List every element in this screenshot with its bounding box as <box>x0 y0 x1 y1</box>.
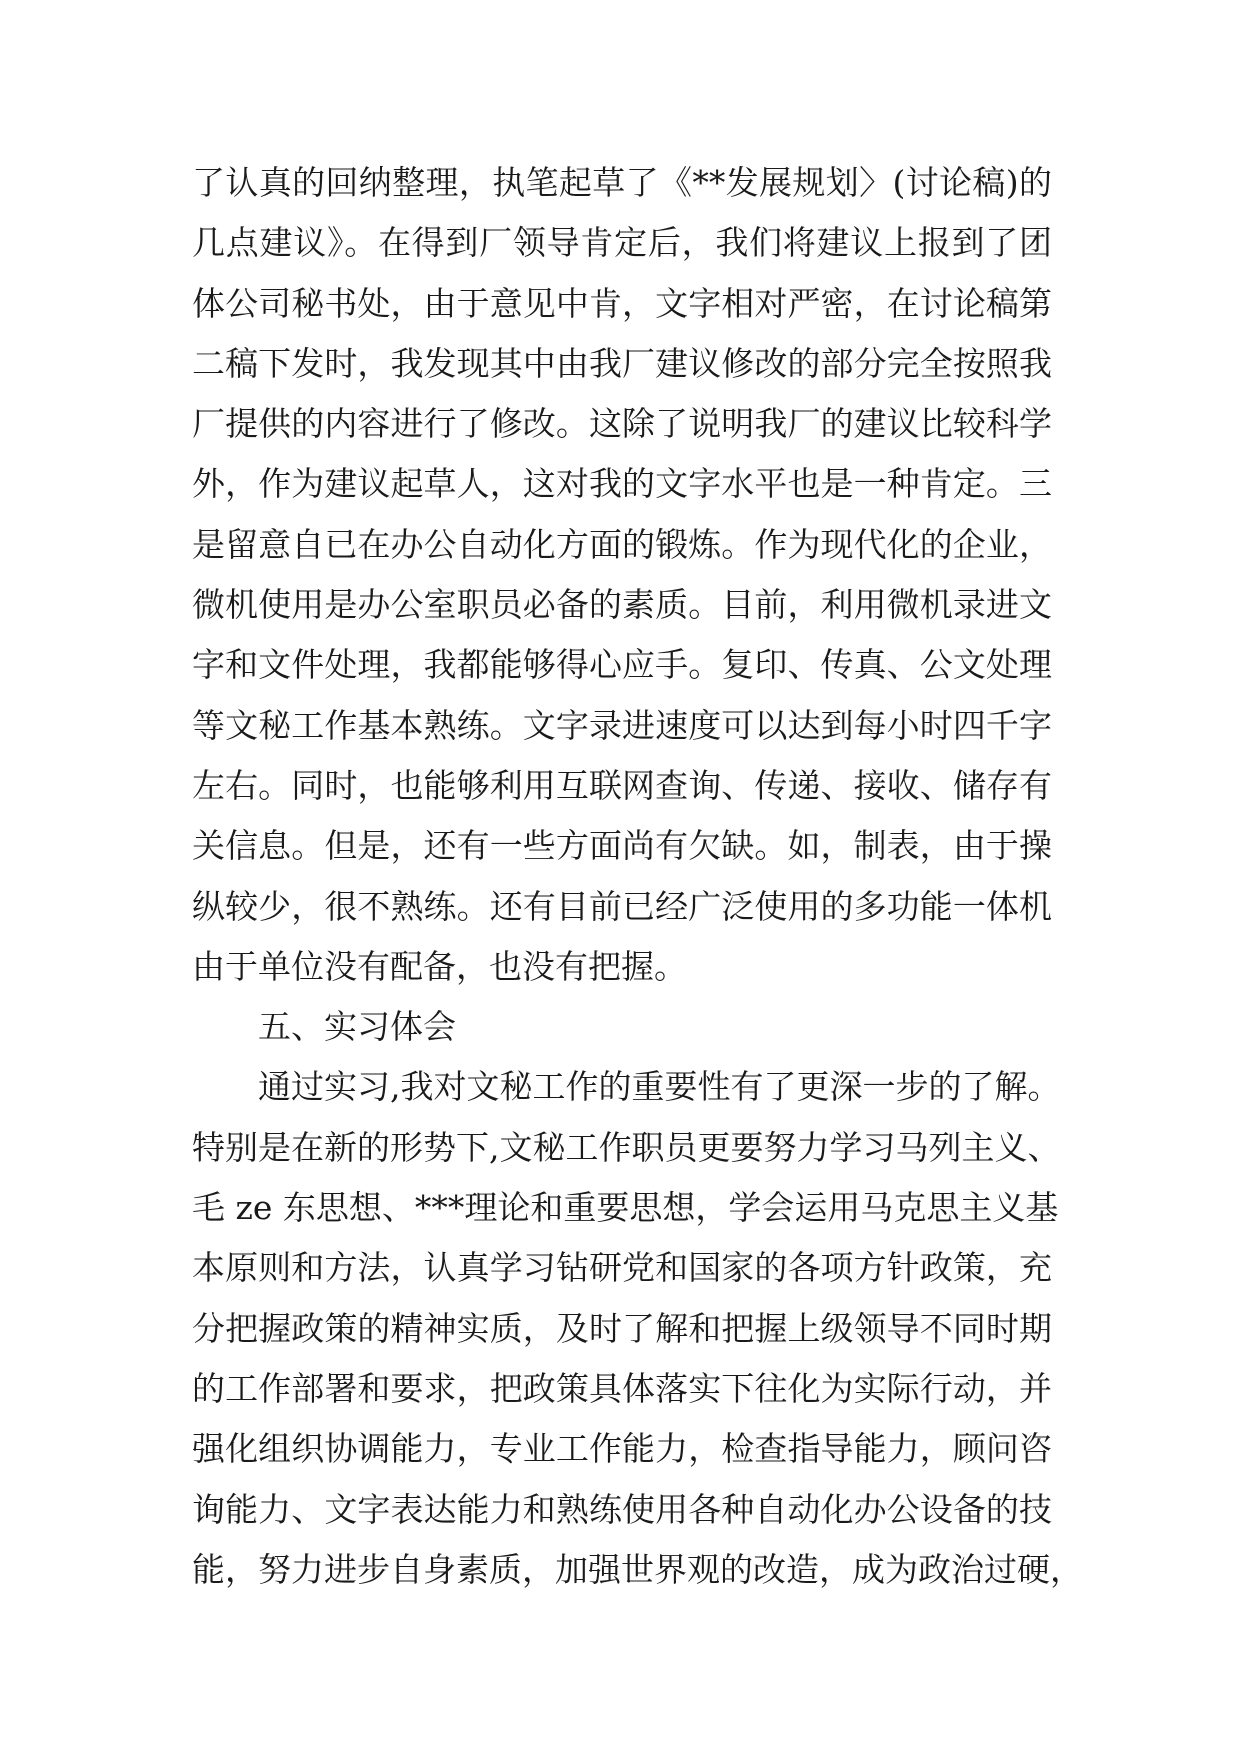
text-line: 了认真的回纳整理，执笔起草了《**发展规划〉(讨论稿)的 <box>192 163 1052 202</box>
text-line: 本原则和方法，认真学习钻研党和国家的各项方针政策，充 <box>192 1248 1052 1288</box>
text-line: 体公司秘书处，由于意见中肯，文字相对严密，在讨论稿第 <box>192 283 1052 323</box>
body-text <box>192 153 1083 1600</box>
text-line: 询能力、文字表达能力和熟练使用各种自动化办公设备的技 <box>192 1489 1052 1529</box>
text-line: 是留意自已在办公自动化方面的锻炼。作为现代化的企业， <box>192 524 1052 564</box>
text-line: 等文秘工作基本熟练。文字录进速度可以达到每小时四千字 <box>192 705 1052 745</box>
text-line: 厂提供的内容进行了修改。这除了说明我厂的建议比较科学 <box>192 404 1052 444</box>
text-line: 特别是在新的形势下,文秘工作职员更要努力学习马列主义、 <box>192 1127 1061 1167</box>
text-line: 二稿下发时，我发现其中由我厂建议修改的部分完全按照我 <box>192 343 1052 383</box>
text-line: 纵较少，很不熟练。还有目前已经广泛使用的多功能一体机 <box>192 886 1052 926</box>
text-line: 字和文件处理，我都能够得心应手。复印、传真、公文处理 <box>192 645 1052 685</box>
text-line: 能，努力进步自身素质，加强世界观的改造，成为政治过硬， <box>192 1549 1083 1589</box>
text-line: 通过实习,我对文秘工作的重要性有了更深一步的了解。 <box>258 1067 1061 1107</box>
text-line: 毛 ze 东思想、***理论和重要思想，学会运用马克思主义基 <box>192 1188 1059 1228</box>
text-line: 由于单位没有配备，也没有把握。 <box>192 946 687 986</box>
text-line: 关信息。但是，还有一些方面尚有欠缺。如，制表，由于操 <box>192 826 1052 866</box>
text-line: 左右。同时，也能够利用互联网查询、传递、接收、储存有 <box>192 765 1052 805</box>
text-line: 强化组织协调能力，专业工作能力，检查指导能力，顾问咨 <box>192 1429 1052 1469</box>
text-line: 几点建议》。在得到厂领导肯定后，我们将建议上报到了团 <box>192 223 1052 263</box>
text-line: 五、实习体会 <box>258 1007 456 1047</box>
text-line: 分把握政策的精神实质，及时了解和把握上级领导不同时期 <box>192 1308 1052 1348</box>
text-line: 外，作为建议起草人，这对我的文字水平也是一种肯定。三 <box>192 464 1052 504</box>
text-line: 的工作部署和要求，把政策具体落实下往化为实际行动，并 <box>192 1368 1052 1408</box>
text-line: 微机使用是办公室职员必备的素质。目前，利用微机录进文 <box>192 585 1052 625</box>
